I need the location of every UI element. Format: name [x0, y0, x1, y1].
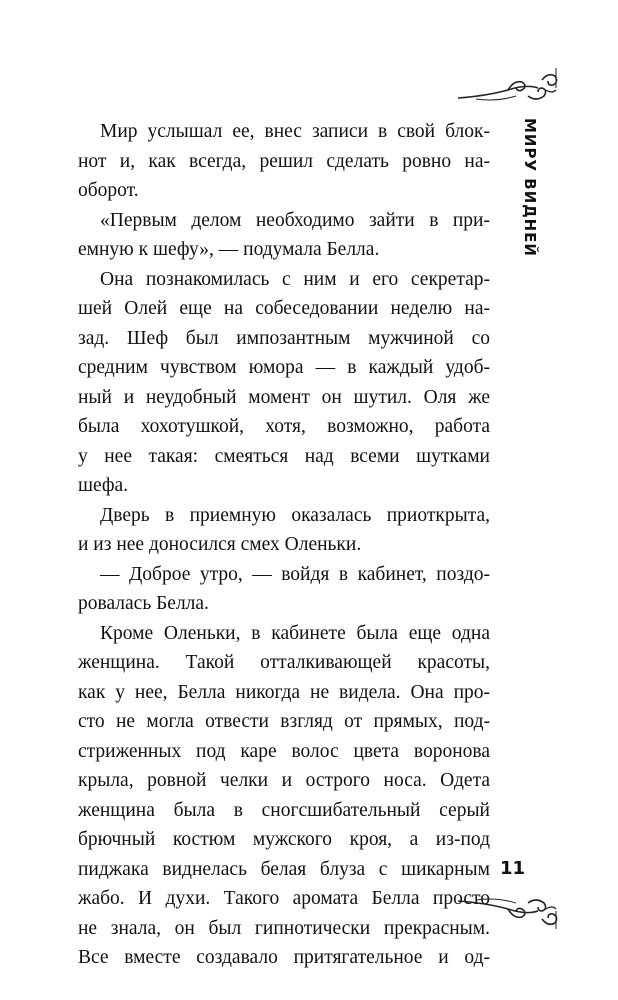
text-line: пиджака виднелась белая блуза с шикарным: [78, 858, 490, 880]
text-line: сто не могла отвести взгляд от прямых, под-: [78, 711, 490, 732]
text-line: и из нее доносился смех Оленьки.: [78, 534, 362, 555]
body-text: [78, 117, 490, 973]
text-line: средним чувством юмора — в каждый удоб-: [78, 357, 490, 378]
text-line: нот и, как всегда, решил сделать ровно на-: [78, 150, 490, 172]
text-line: Дверь в приемную оказалась приоткрыта,: [100, 504, 490, 526]
top-flourish-ornament: [456, 66, 560, 110]
bottom-flourish-ornament: [456, 885, 560, 929]
text-line: стриженных под каре волос цвета воронова: [78, 740, 490, 762]
text-line: брючный костюм мужского кроя, а из-под: [78, 829, 490, 850]
text-line: емную к шефу», — подумала Белла.: [78, 239, 380, 260]
text-line: ровалась Белла.: [78, 593, 209, 614]
text-line: «Первым делом необходимо зайти в при-: [100, 209, 490, 231]
text-line: — Доброе утро, — войдя в кабинет, поздо-: [100, 563, 490, 585]
text-line: Все вместе создавало притягательное и од-: [78, 947, 490, 968]
text-line: зад. Шеф был импозантным мужчиной со: [78, 327, 490, 349]
text-line: у нее такая: смеяться над всеми шутками: [78, 445, 490, 467]
running-head: МИРУ ВИДНЕЙ: [521, 118, 539, 257]
text-line: была хохотушкой, хотя, возможно, работа: [78, 416, 490, 437]
text-line: женщина была в сногсшибательный серый: [78, 799, 490, 821]
text-line: шей Олей еще на собеседовании неделю на-: [78, 298, 490, 319]
text-line: женщина. Такой отталкивающей красоты,: [78, 652, 490, 673]
text-line: оборот.: [78, 180, 139, 201]
text-line: Она познакомилась с ним и его секретар-: [100, 268, 490, 290]
text-line: крыла, ровной челки и острого носа. Одета: [78, 770, 490, 791]
text-line: Кроме Оленьки, в кабинете была еще одна: [100, 622, 490, 644]
text-line: не знала, он был гипнотически прекрасным.: [78, 917, 490, 939]
text-line: жабо. И духи. Такого аромата Белла просто: [78, 888, 490, 909]
text-line: ный и неудобный момент он шутил. Оля же: [78, 386, 490, 408]
text-line: как у нее, Белла никогда не видела. Она про-: [78, 681, 490, 703]
page-number: 11: [500, 858, 526, 879]
text-line: Мир услышал ее, внес записи в свой блок-: [100, 121, 490, 142]
text-line: шефа.: [78, 475, 129, 496]
